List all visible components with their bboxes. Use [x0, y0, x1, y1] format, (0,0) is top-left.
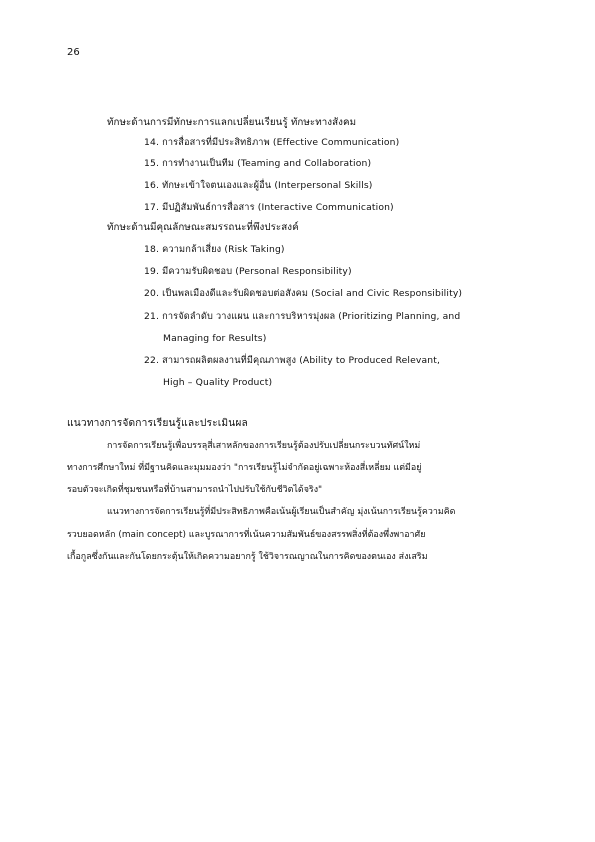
paragraph-line: เกื้อกูลซึ่งกันและกันโดยกระตุ้นให้เกิดความอยากรู้ ใช้วิจารณญาณในการคิดของตนเอง ส่งเสริม [67, 552, 428, 562]
paragraph-line: ทางการศึกษาใหม่ ที่มีฐานคิดและมุมมองว่า "การเรียนรู้ไม่จำกัดอยู่เฉพาะห้องสี่เหลี่ยม แต่มีอยู่ [67, 463, 422, 473]
paragraph-line: แนวทางการจัดการเรียนรู้ที่มีประสิทธิภาพคือเน้นผู้เรียนเป็นสำคัญ มุ่งเน้นการเรียนรู้ความคิด [107, 507, 456, 517]
list-item-19: 19. มีความรับผิดชอบ (Personal Responsibility) [144, 266, 352, 277]
list-item-15: 15. การทำงานเป็นทีม (Teaming and Collaboration) [144, 158, 372, 169]
page-number: 26 [67, 47, 80, 58]
list-item-21: 21. การจัดลำดับ วางแผน และการบริหารมุ่งผล (Prioritizing Planning, and [144, 311, 461, 322]
list-item-22-continued: High – Quality Product) [163, 377, 273, 388]
list-item-18: 18. ความกล้าเสี่ยง (Risk Taking) [144, 244, 285, 255]
paragraph-line: รวบยอดหลัก (main concept) และบูรณาการที่เน้นความสัมพันธ์ของสรรพสิ่งที่ต้องพึ่งพาอาศัย [67, 530, 426, 540]
list-item-17: 17. มีปฏิสัมพันธ์การสื่อสาร (Interactive Communication) [144, 202, 394, 213]
group1-heading: ทักษะด้านการมีทักษะการแลกเปลี่ยนเรียนรู้ ทักษะทางสังคม [107, 117, 357, 128]
list-item-20: 20. เป็นพลเมืองดีและรับผิดชอบต่อสังคม (Social and Civic Responsibility) [144, 288, 463, 299]
list-item-22: 22. สามารถผลิตผลงานที่มีคุณภาพสูง (Ability to Produced Relevant, [144, 355, 441, 366]
group2-heading: ทักษะด้านมีคุณลักษณะสมรรถนะที่พึงประสงค์ [107, 222, 299, 233]
list-item-16: 16. ทักษะเข้าใจตนเองและผู้อื่น (Interpersonal Skills) [144, 180, 373, 191]
list-item-21-continued: Managing for Results) [163, 333, 267, 344]
list-item-14: 14. การสื่อสารที่มีประสิทธิภาพ (Effective Communication) [144, 137, 400, 148]
section-title: แนวทางการจัดการเรียนรู้และประเมินผล [67, 418, 248, 429]
paragraph-line: การจัดการเรียนรู้เพื่อบรรลุสี่เสาหลักของการเรียนรู้ต้องปรับเปลี่ยนกระบวนทัศน์ใหม่ [107, 441, 421, 451]
paragraph-line: รอบตัวจะเกิดที่ชุมชนหรือที่บ้านสามารถนำไปปรับใช้กับชีวิตได้จริง" [67, 485, 323, 495]
